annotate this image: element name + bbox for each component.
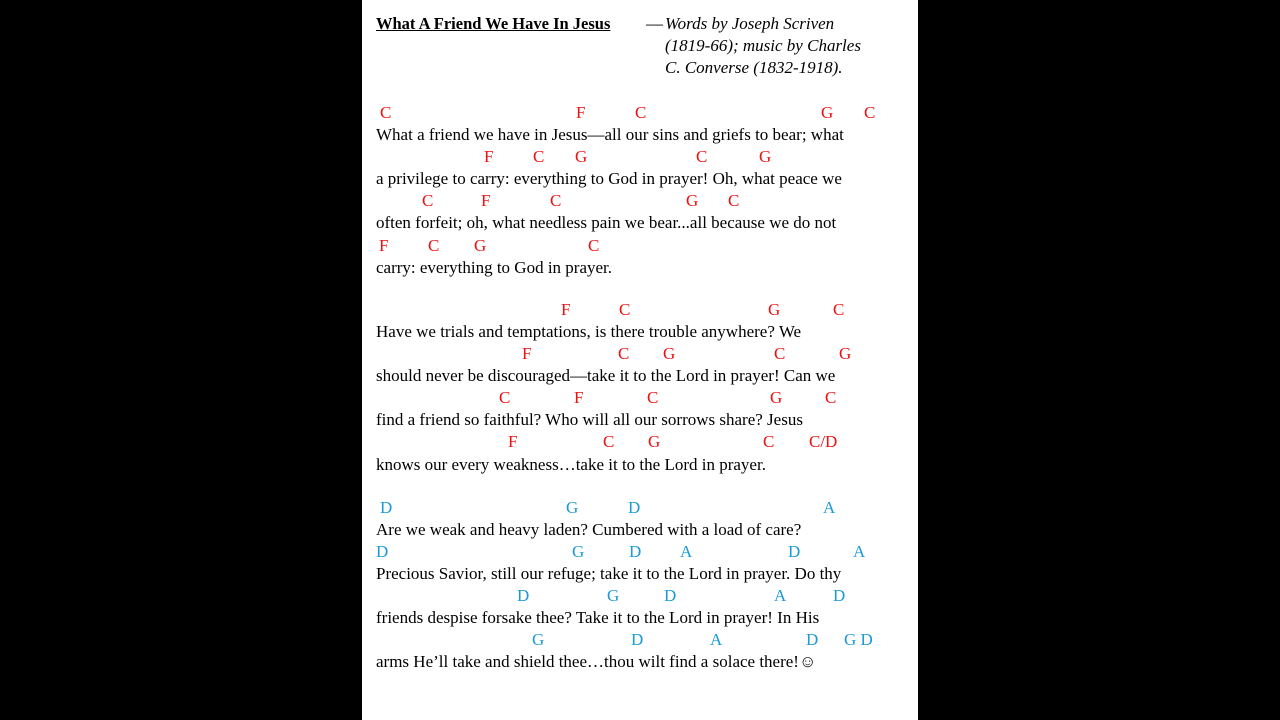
chord: G [821, 103, 834, 122]
chord: D [517, 586, 530, 605]
chord: C [833, 300, 845, 319]
chord: C [533, 147, 545, 166]
chord: C [647, 388, 659, 407]
lyric-line: Have we trials and temptations, is there trouble anywhere? We [376, 322, 802, 341]
chord: F [484, 147, 494, 166]
chord: C/D [809, 432, 838, 451]
chord: A [774, 586, 787, 605]
chord: G [575, 147, 588, 166]
chord: C [550, 191, 562, 210]
chord: G [686, 191, 699, 210]
chord: G [768, 300, 781, 319]
chord: F [574, 388, 584, 407]
chord: C [588, 236, 600, 255]
chord: F [481, 191, 491, 210]
chord: D [380, 498, 393, 517]
lyric-line: Precious Savior, still our refuge; take it to the Lord in prayer. Do thy [376, 564, 842, 583]
chord: D [631, 630, 644, 649]
chord: C [619, 300, 631, 319]
chord: C [774, 344, 786, 363]
chord: C [763, 432, 775, 451]
chord: C [428, 236, 440, 255]
lyric-line: arms He’ll take and shield thee…thou wilt find a solace there!☺ [376, 652, 817, 671]
chord: C [696, 147, 708, 166]
title-dash: — [646, 14, 663, 33]
chord: C [603, 432, 615, 451]
chord: C [728, 191, 740, 210]
chord: F [508, 432, 518, 451]
chord: G [572, 542, 585, 561]
lyric-line: What a friend we have in Jesus—all our sins and griefs to bear; what [376, 125, 844, 144]
chord: G [839, 344, 852, 363]
chord: C [825, 388, 837, 407]
chord: G [663, 344, 676, 363]
chord: D [806, 630, 819, 649]
chord: G [648, 432, 661, 451]
chord: F [522, 344, 532, 363]
chord: G D [844, 630, 873, 649]
credit-line-2: (1819-66); music by Charles [665, 36, 861, 55]
chord: G [566, 498, 579, 517]
chord: D [376, 542, 389, 561]
lyric-line: carry: everything to God in prayer. [376, 258, 613, 277]
chord: D [629, 542, 642, 561]
chord: C [618, 344, 630, 363]
chord: G [770, 388, 783, 407]
lyric-line: often forfeit; oh, what needless pain we bear...all because we do not [376, 213, 837, 232]
chord: A [680, 542, 693, 561]
chord: C [380, 103, 392, 122]
chord: C [864, 103, 876, 122]
chord: G [759, 147, 772, 166]
chord: D [788, 542, 801, 561]
chord: A [710, 630, 723, 649]
chord: D [628, 498, 641, 517]
chord: A [823, 498, 836, 517]
chord: C [499, 388, 511, 407]
chord: C [422, 191, 434, 210]
lyric-line: friends despise forsake thee? Take it to the Lord in prayer! In His [376, 608, 820, 627]
chord: D [833, 586, 846, 605]
lyrics-page [362, 0, 918, 720]
lyric-line: should never be discouraged—take it to the Lord in prayer! Can we [376, 366, 836, 385]
chord: G [474, 236, 487, 255]
chord: F [576, 103, 586, 122]
chord: D [664, 586, 677, 605]
song-title: What A Friend We Have In Jesus [376, 14, 611, 33]
chord: G [532, 630, 545, 649]
chord: C [635, 103, 647, 122]
chord: F [561, 300, 571, 319]
chord: G [607, 586, 620, 605]
lyric-line: knows our every weakness…take it to the Lord in prayer. [376, 455, 766, 474]
credit-line-3: C. Converse (1832-1918). [665, 58, 843, 77]
chord: F [379, 236, 389, 255]
lyric-line: Are we weak and heavy laden? Cumbered with a load of care? [376, 520, 802, 539]
chord: A [853, 542, 866, 561]
lyric-line: find a friend so faithful? Who will all our sorrows share? Jesus [376, 410, 803, 429]
credit-line-1: Words by Joseph Scriven [665, 14, 835, 33]
lyric-line: a privilege to carry: everything to God in prayer! Oh, what peace we [376, 169, 842, 188]
